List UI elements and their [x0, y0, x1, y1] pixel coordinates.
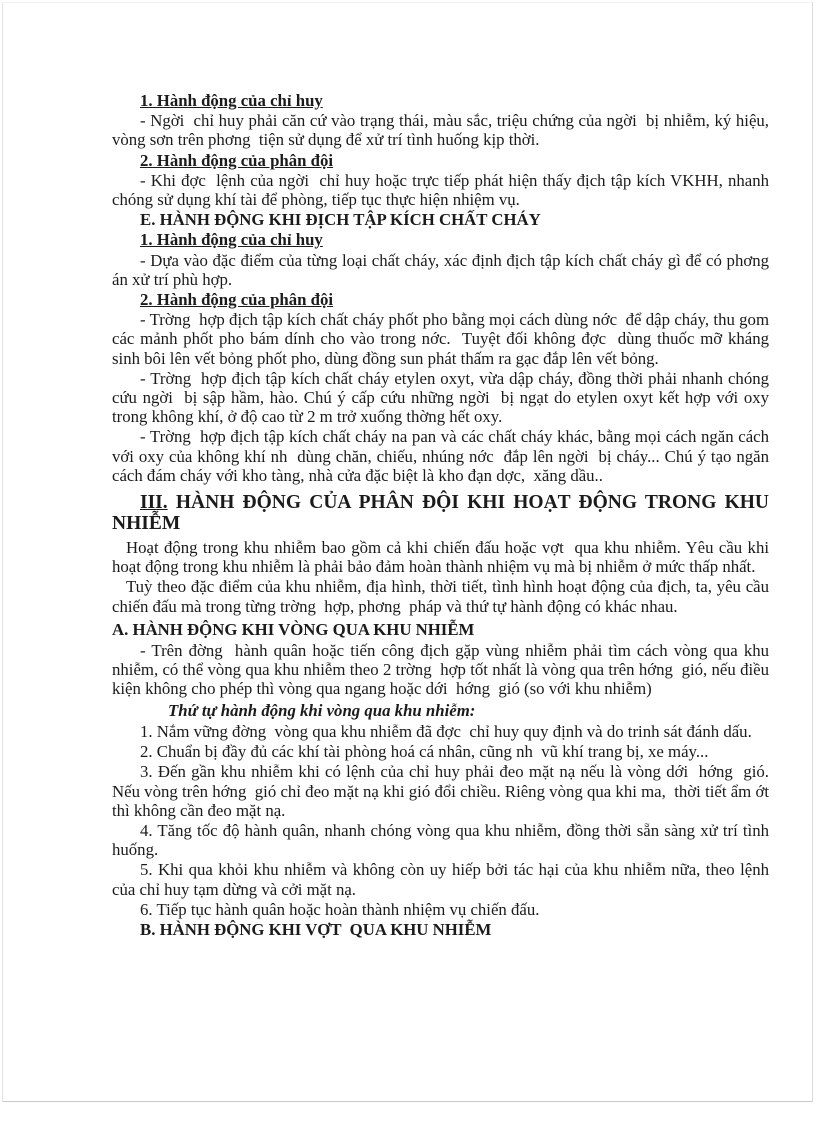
subsection-heading-unit-actions-2: 2. Hành động của phân đội — [140, 290, 334, 310]
section-heading-e-incendiary-attack: E. HÀNH ĐỘNG KHI ĐỊCH TẬP KÍCH CHẤT CHÁY — [140, 210, 541, 230]
paragraph-ethylene-oxide-case: - Trờng hợp địch tập kích chất cháy etylen oxyt, vừa dập cháy, đồng thời phải nhanh chóng cứu ngời bị sập hầm, hào. Chú ý cấp cứu những ngời bị ngạt do etylen oxyt kết hợp với oxy trong không khí, ở độ cao từ 2 m trở xuống thờng hết oxy. — [112, 368, 774, 427]
section-heading-iii-contaminated-zone — [112, 492, 774, 535]
paragraph-bypass-overview: - Trên đờng hành quân hoặc tiến công địch gặp vùng nhiễm phải tìm cách vòng qua khu nhiễm, có thể vòng qua khu nhiễm theo 2 trờng hợp tốt nhất là vòng qua trên hớng gió, nếu điều kiện không cho phép thì vòng qua ngang hoặc dới hớng gió (so với khu nhiễm) — [112, 641, 774, 699]
paragraph-commander-actions: - Ngời chỉ huy phải căn cứ vào trạng thái, màu sắc, triệu chứng của ngời bị nhiễm, ký hiệu, vòng sơn trên phơng tiện sử dụng để xử trí tình huống kịp thời. — [112, 111, 774, 150]
list-item-step-4: 4. Tăng tốc độ hành quân, nhanh chóng vòng qua khu nhiễm, đồng thời sẵn sàng xử trí tình huống. — [112, 820, 774, 860]
paragraph-napalm-case: - Trờng hợp địch tập kích chất cháy na pan và các chất cháy khác, bằng mọi cách ngăn cách với oxy của không khí nh dùng chăn, chiếu, nhúng nớc đắp lên ngời bị cháy... Chú ý tạo ngăn cách đám cháy với kho tàng, nhà cửa đặc biệt là kho đạn dợc, xăng dầu.. — [112, 427, 774, 485]
paragraph-zone-activity-overview: Hoạt động trong khu nhiễm bao gồm cả khi chiến đấu hoặc vợt qua khu nhiễm. Yêu cầu khi hoạt động trong khu nhiễm là phải bảo đảm hoàn thành nhiệm vụ mà bị nhiễm ở mức thấp nhất. — [112, 538, 774, 577]
section-number-iii: III. — [140, 492, 168, 514]
subsection-heading-commander-actions-2: 1. Hành động của chỉ huy — [140, 230, 323, 250]
paragraph-zone-conditions: Tuỳ theo đặc điểm của khu nhiễm, địa hình, thời tiết, tình hình hoạt động của địch, ta, yêu cầu chiến đấu mà trong từng trờng hợp, phơng pháp và thứ tự hành động có khác nhau. — [112, 577, 774, 616]
list-item-step-5: 5. Khi qua khỏi khu nhiễm và không còn uy hiếp bởi tác hại của khu nhiễm nữa, theo lệnh của chỉ huy tạm dừng và cởi mặt nạ. — [112, 860, 774, 899]
paragraph-unit-actions: - Khi đợc lệnh của ngời chỉ huy hoặc trực tiếp phát hiện thấy địch tập kích VKHH, nhanh chóng sử dụng khí tài để phòng, tiếp tục thực hiện nhiệm vụ. — [112, 170, 774, 210]
section-heading-a-bypass-zone: A. HÀNH ĐỘNG KHI VÒNG QUA KHU NHIỄM — [112, 619, 475, 639]
section-title-iii: HÀNH ĐỘNG CỦA PHÂN ĐỘI KHI HOẠT ĐỘNG TRONG KHU NHIỄM — [112, 492, 774, 535]
paragraph-phosphorus-case: - Trờng hợp địch tập kích chất cháy phốt pho bằng mọi cách dùng nớc để dập cháy, thu gom các mảnh phốt pho bám dính cho vào trong nớc. Tuyệt đối không đợc dùng thuốc mỡ kháng sinh bôi lên vết bỏng phốt pho, dùng đồng sun phát thấm ra gạc đắp lên vết bỏng. — [112, 310, 774, 368]
list-item-step-2: 2. Chuẩn bị đầy đủ các khí tài phòng hoá cá nhân, cũng nh vũ khí trang bị, xe máy... — [140, 742, 709, 762]
paragraph-identify-incendiary: - Dựa vào đặc điểm của từng loại chất cháy, xác định địch tập kích chất cháy gì để có phơng án xử trí phù hợp. — [112, 250, 778, 289]
subsection-heading-commander-actions: 1. Hành động của chỉ huy — [140, 91, 323, 110]
section-heading-b-cross-zone: B. HÀNH ĐỘNG KHI VỢT QUA KHU NHIỄM — [140, 919, 492, 939]
list-item-step-1: 1. Nắm vững đờng vòng qua khu nhiễm đã đợc chỉ huy quy định và do trinh sát đánh dấu. — [140, 721, 752, 741]
subheading-bypass-sequence: Thứ tự hành động khi vòng qua khu nhiễm: — [168, 700, 476, 720]
list-item-step-6: 6. Tiếp tục hành quân hoặc hoàn thành nhiệm vụ chiến đấu. — [140, 899, 540, 919]
subsection-heading-unit-actions: 2. Hành động của phân đội — [140, 150, 334, 170]
list-item-step-3: 3. Đến gần khu nhiễm khi có lệnh của chỉ huy phải đeo mặt nạ nếu là vòng dới hớng gió. Nếu vòng trên hớng gió chỉ đeo mặt nạ khi gió đổi chiều. Riêng vòng qua khi ma, thời tiết ẩm ớt thì không cần đeo mặt nạ. — [112, 762, 778, 820]
